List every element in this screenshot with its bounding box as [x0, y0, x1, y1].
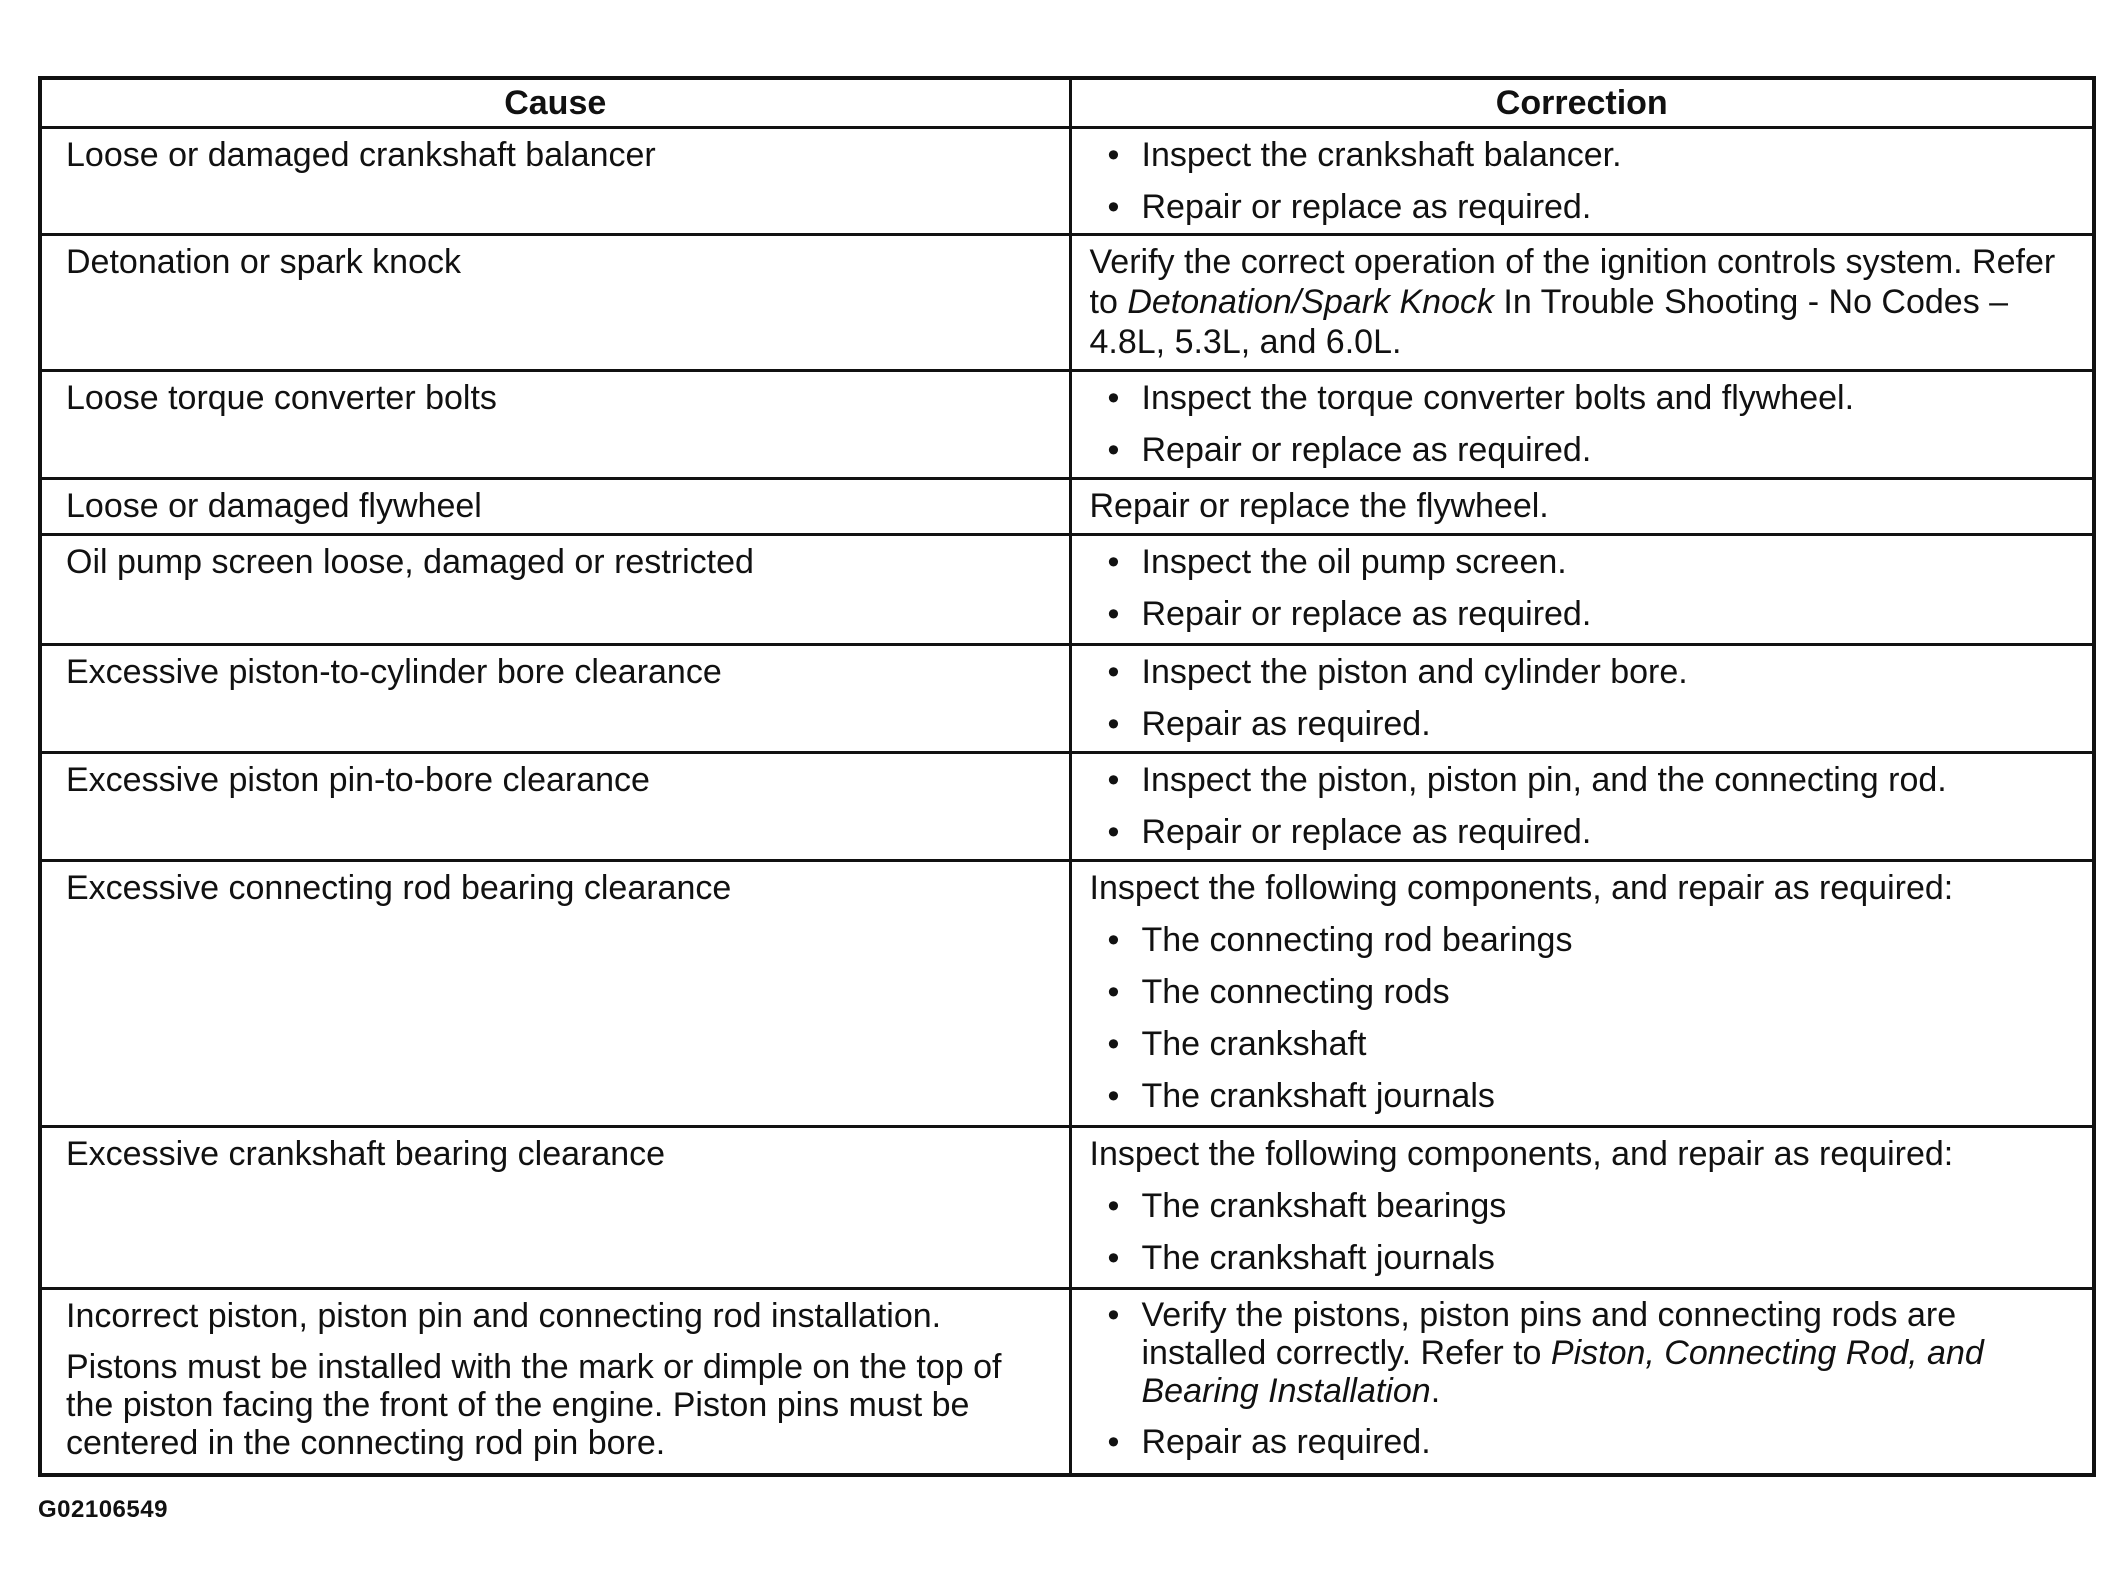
list-item: • Inspect the piston, piston pin, and the connecting rod.: [1142, 760, 2073, 800]
cause-text: Loose torque converter bolts: [66, 379, 497, 417]
cause-cell: [40, 753, 1070, 861]
cause-cell: [40, 128, 1070, 235]
correction-cell: [1070, 479, 2094, 535]
table-row: [40, 535, 2094, 645]
list-item: • Inspect the piston and cylinder bore.: [1142, 652, 2073, 692]
diagnosis-table: [38, 76, 2096, 1477]
table-row: [40, 371, 2094, 479]
correction-cell: [1070, 645, 2094, 753]
bullet-text-pre: Verify the pistons, piston pins and connecting rods are installed correctly. Refer to: [1141, 1296, 1957, 1372]
correction-cell: [1070, 128, 2094, 235]
table-row: [40, 645, 2094, 753]
list-item: • The connecting rod bearings: [1142, 920, 2073, 960]
cause-cell: [40, 645, 1070, 753]
correction-bullets: [1090, 1296, 2073, 1462]
column-header-cause: Cause: [40, 78, 1070, 128]
cause-text: Loose or damaged flywheel: [66, 487, 482, 525]
list-item: • Repair as required.: [1142, 1422, 2073, 1462]
table-row: [40, 1127, 2094, 1289]
correction-text: [1090, 242, 2073, 362]
table-row: [40, 753, 2094, 861]
reference-link-piston-installation: Piston, Connecting Rod, and Bearing Installation: [1141, 1334, 1984, 1410]
correction-bullets: [1090, 542, 2073, 634]
bullet-text-post: .: [1430, 1372, 1441, 1410]
cause-text: Oil pump screen loose, damaged or restricted: [66, 543, 754, 581]
cause-cell: [40, 371, 1070, 479]
correction-bullets: [1090, 652, 2073, 744]
cause-text: Detonation or spark knock: [66, 243, 461, 281]
cause-text: Excessive piston pin-to-bore clearance: [66, 761, 650, 799]
correction-cell: [1070, 1127, 2094, 1289]
correction-cell: [1070, 535, 2094, 645]
list-item: • Inspect the torque converter bolts and flywheel.: [1142, 378, 2073, 418]
correction-cell: [1070, 753, 2094, 861]
correction-bullets: [1090, 1186, 2073, 1278]
correction-text-post: In Trouble Shooting - No Codes – 4.8L, 5.3L, and 6.0L.: [1089, 283, 2009, 361]
list-item: • Inspect the crankshaft balancer.: [1142, 135, 2073, 175]
cause-cell: [40, 479, 1070, 535]
figure-code: G02106549: [38, 1496, 168, 1523]
list-item: • Repair or replace as required.: [1142, 187, 2073, 227]
correction-bullets: [1090, 760, 2073, 852]
correction-lead-text: Inspect the following components, and repair as required:: [1089, 1135, 1954, 1173]
correction-cell: [1070, 235, 2094, 371]
reference-link-detonation: Detonation/Spark Knock: [1127, 283, 1494, 321]
cause-cell: [40, 535, 1070, 645]
list-item: • Repair or replace as required.: [1142, 594, 2073, 634]
correction-text: Repair or replace the flywheel.: [1089, 487, 1549, 525]
cause-text: Excessive connecting rod bearing clearance: [66, 869, 732, 907]
list-item: • The crankshaft journals: [1142, 1076, 2073, 1116]
list-item: • Repair or replace as required.: [1142, 430, 2073, 470]
list-item: • The crankshaft bearings: [1142, 1186, 2073, 1226]
correction-bullets: [1090, 920, 2073, 1116]
correction-cell: [1070, 861, 2094, 1127]
table-row: [40, 479, 2094, 535]
table-row: [40, 1289, 2094, 1475]
table-row: [40, 861, 2094, 1127]
correction-bullets: [1090, 135, 2073, 227]
column-header-correction: Correction: [1070, 78, 2094, 128]
list-item: • Repair as required.: [1142, 704, 2073, 744]
table-row: [40, 235, 2094, 371]
cause-note: Pistons must be installed with the mark or dimple on the top of the piston facing the front of the engine. Piston pins must be centered in the connecting rod pin bore.: [66, 1348, 1002, 1462]
cause-text: Incorrect piston, piston pin and connecting rod installation.: [66, 1297, 942, 1335]
correction-lead-text: Inspect the following components, and repair as required:: [1089, 869, 1954, 907]
cause-cell: [40, 861, 1070, 1127]
cause-text: Excessive crankshaft bearing clearance: [66, 1135, 666, 1173]
list-item: • Inspect the oil pump screen.: [1142, 542, 2073, 582]
cause-text: Excessive piston-to-cylinder bore clearance: [66, 653, 722, 691]
cause-cell: [40, 235, 1070, 371]
correction-bullets: [1090, 378, 2073, 470]
correction-text-pre: Verify the correct operation of the ignition controls system. Refer to: [1089, 243, 2056, 321]
list-item: [1142, 1296, 2073, 1410]
table-header-row: [40, 78, 2094, 128]
list-item: • The crankshaft journals: [1142, 1238, 2073, 1278]
table-row: [40, 128, 2094, 235]
cause-cell: [40, 1289, 1070, 1475]
list-item: • Repair or replace as required.: [1142, 812, 2073, 852]
correction-cell: [1070, 371, 2094, 479]
list-item: • The crankshaft: [1142, 1024, 2073, 1064]
list-item: • The connecting rods: [1142, 972, 2073, 1012]
cause-cell: [40, 1127, 1070, 1289]
correction-cell: [1070, 1289, 2094, 1475]
cause-text: Loose or damaged crankshaft balancer: [66, 136, 656, 174]
